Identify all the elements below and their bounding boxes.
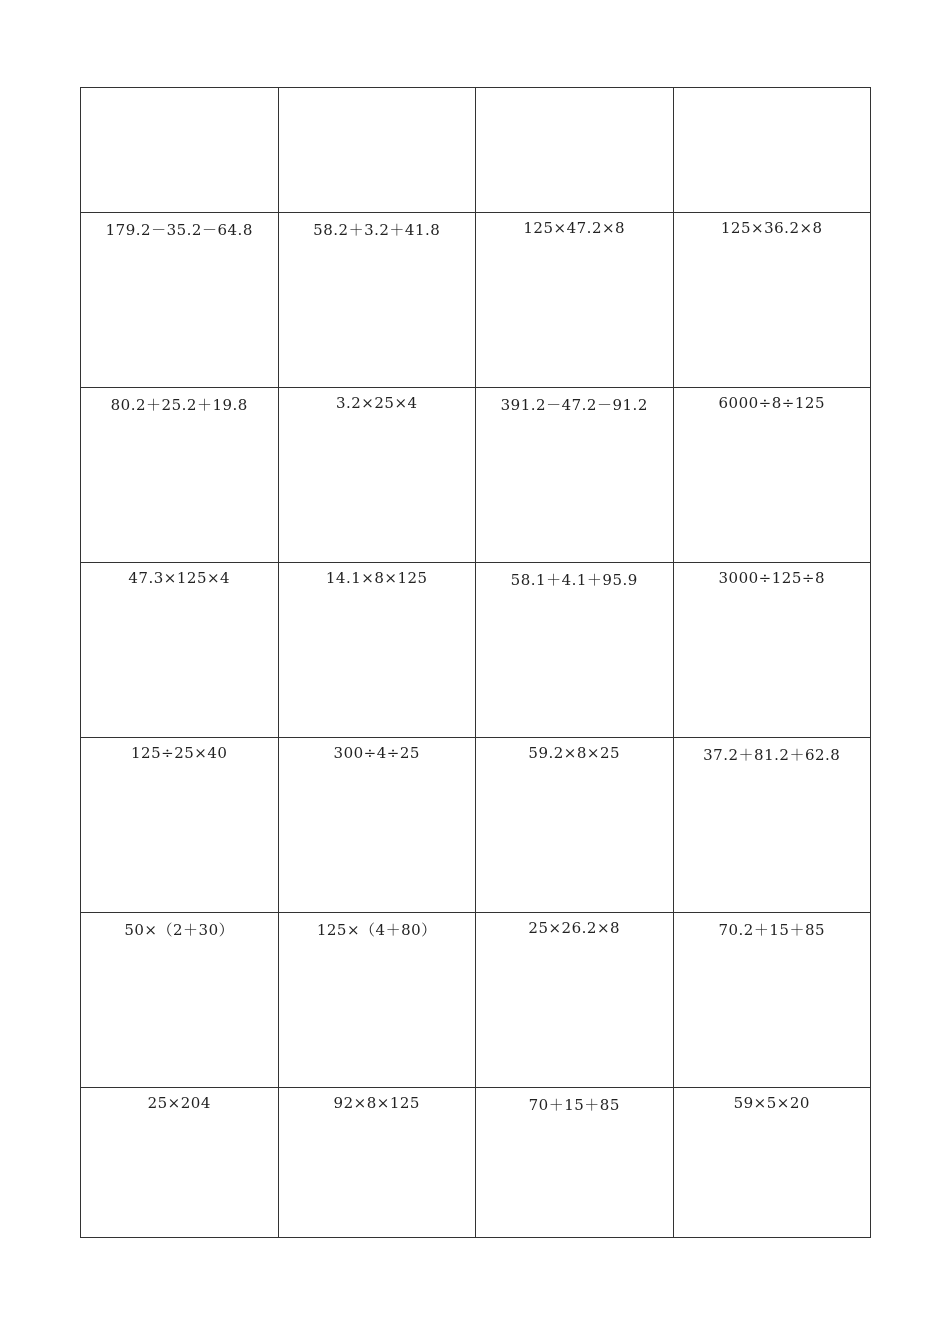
exercise-table: [80, 87, 871, 1238]
exercise-cell: [81, 213, 279, 388]
expression-text: 300÷4÷25: [333, 744, 420, 762]
expression-text: [81, 88, 278, 94]
expression-text: 25×26.2×8: [528, 919, 621, 937]
expression-text: 125×47.2×8: [523, 219, 626, 237]
table-row: [81, 563, 871, 738]
table-row: [81, 913, 871, 1088]
expression-text: 70＋15＋85: [528, 1096, 620, 1114]
exercise-cell: [673, 563, 871, 738]
exercise-cell: [81, 913, 279, 1088]
table-row: [81, 738, 871, 913]
exercise-cell: [81, 563, 279, 738]
expression-text: 125÷25×40: [131, 744, 228, 762]
expression-text: 59.2×8×25: [528, 744, 621, 762]
exercise-cell: [673, 1088, 871, 1238]
expression-text: 80.2＋25.2＋19.8: [110, 396, 248, 414]
expression-text: 37.2＋81.2＋62.8: [703, 746, 841, 764]
expression-text: 391.2－47.2－91.2: [500, 396, 648, 414]
exercise-cell: [673, 388, 871, 563]
exercise-cell: [476, 563, 674, 738]
expression-text: 125×（4＋80）: [316, 921, 437, 939]
expression-text: 50×（2＋30）: [124, 921, 235, 939]
expression-text: 125×36.2×8: [720, 219, 823, 237]
expression-text: 3000÷125÷8: [718, 569, 825, 587]
answer-cell: [278, 88, 476, 213]
exercise-cell: [476, 388, 674, 563]
exercise-cell: [278, 1088, 476, 1238]
expression-text: 6000÷8÷125: [718, 394, 825, 412]
expression-text: 58.1＋4.1＋95.9: [510, 571, 638, 589]
expression-text: 59×5×20: [733, 1094, 810, 1112]
expression-text: 70.2＋15＋85: [718, 921, 826, 939]
table-row: [81, 388, 871, 563]
table-row: [81, 213, 871, 388]
expression-text: 58.2＋3.2＋41.8: [313, 221, 441, 239]
exercise-cell: [673, 738, 871, 913]
exercise-cell: [278, 563, 476, 738]
exercise-cell: [673, 913, 871, 1088]
exercise-cell: [278, 213, 476, 388]
exercise-cell: [81, 388, 279, 563]
exercise-cell: [278, 388, 476, 563]
exercise-cell: [81, 738, 279, 913]
expression-text: 3.2×25×4: [335, 394, 418, 412]
answer-cell: [673, 88, 871, 213]
exercise-cell: [476, 738, 674, 913]
exercise-cell: [278, 738, 476, 913]
exercise-cell: [476, 913, 674, 1088]
table-row: [81, 88, 871, 213]
expression-text: 25×204: [147, 1094, 211, 1112]
exercise-cell: [278, 913, 476, 1088]
expression-text: 179.2－35.2－64.8: [105, 221, 253, 239]
exercise-cell: [673, 213, 871, 388]
expression-text: [674, 88, 871, 94]
expression-text: [279, 88, 476, 94]
exercise-cell: [476, 213, 674, 388]
exercise-cell: [476, 1088, 674, 1238]
expression-text: [476, 88, 673, 94]
answer-cell: [81, 88, 279, 213]
expression-text: 47.3×125×4: [128, 569, 231, 587]
table-row: [81, 1088, 871, 1238]
expression-text: 14.1×8×125: [325, 569, 428, 587]
exercise-cell: [81, 1088, 279, 1238]
expression-text: 92×8×125: [333, 1094, 420, 1112]
answer-cell: [476, 88, 674, 213]
